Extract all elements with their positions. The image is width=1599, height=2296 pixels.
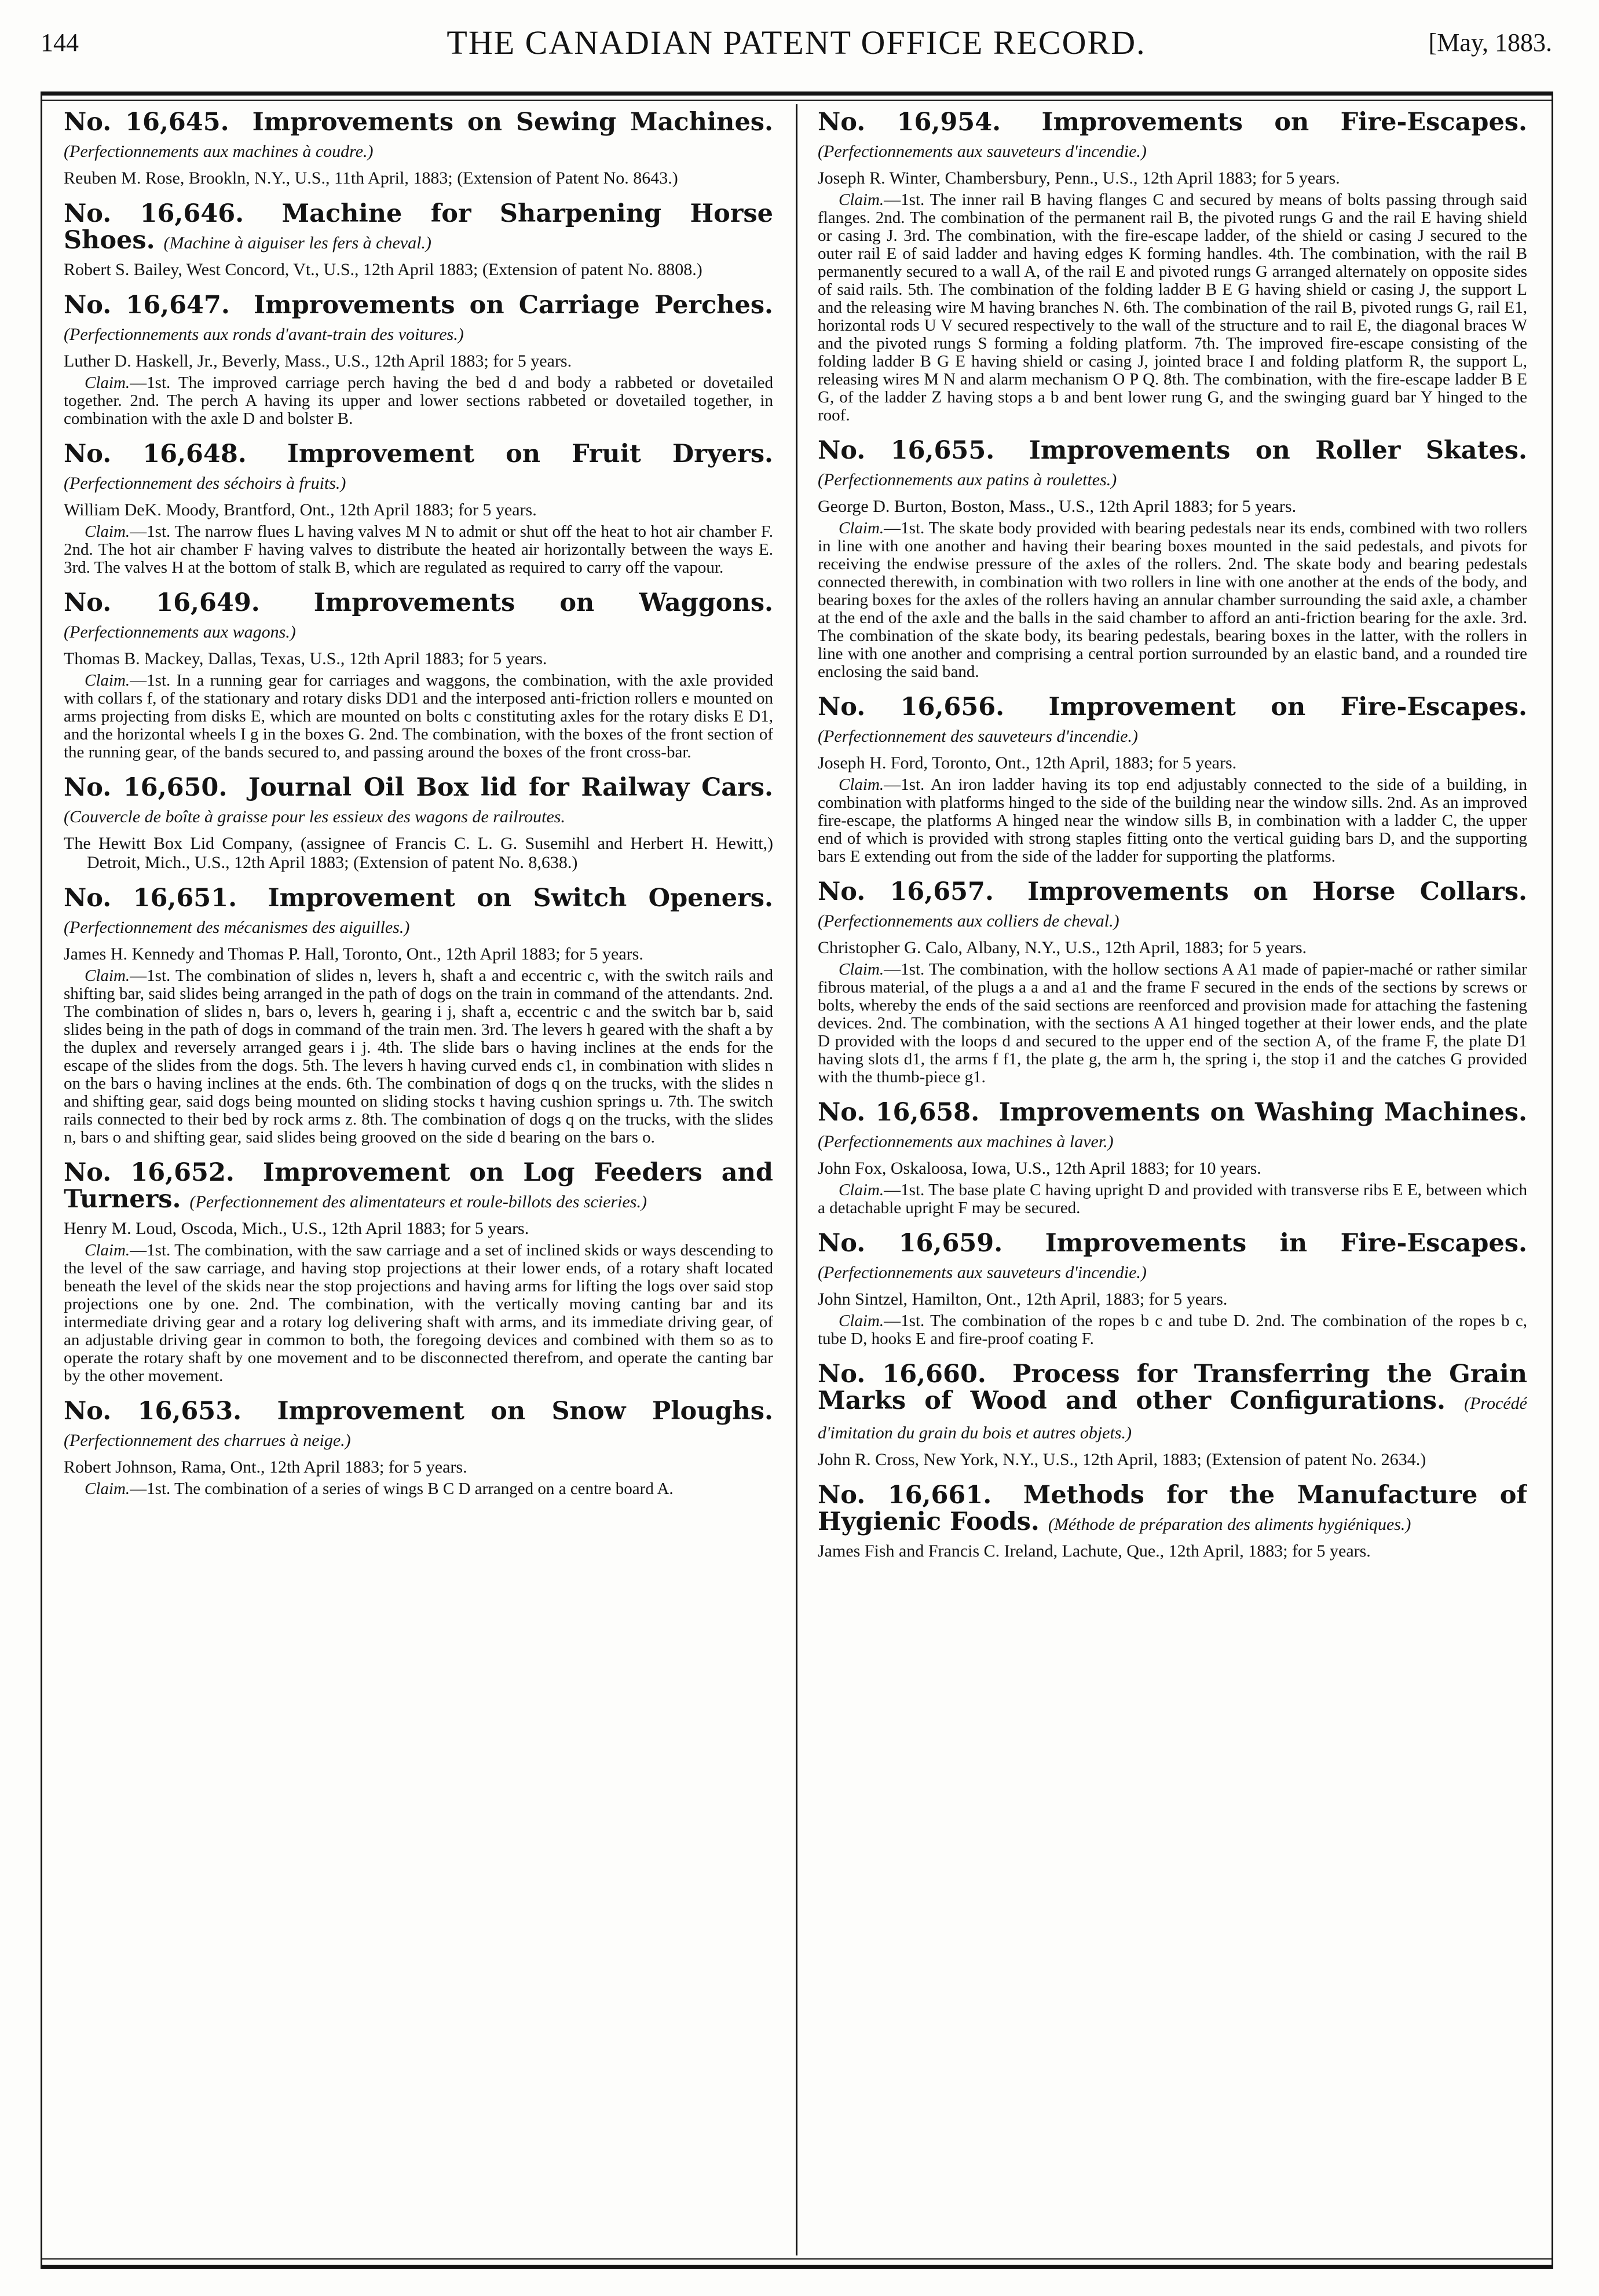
patent-claim (64, 1242, 773, 1385)
patent-number: No. 16,652. (64, 1158, 235, 1187)
claim-text: —1st. An iron ladder having its top end adjustably connected to the side of a building, in combination with platforms hinged to the side of the building near the window sills. 2nd. As an improved fire-escape, the platforms A hinged near the window sills B, in combination with a ladder C, the upper end of which is provided with strong staples fitting onto the vertical guiding bars D, and the supporting bars E extending out from the side of the ladder for supporting the platforms. (818, 775, 1527, 866)
patent-entry (64, 441, 773, 577)
patent-french-title: (Perfectionnements aux patins à roulettes.) (818, 470, 1117, 489)
patent-heading (818, 1230, 1527, 1286)
column-divider (796, 104, 797, 2255)
patent-inventor: Luther D. Haskell, Jr., Beverly, Mass., U.S., 12th April 1883; for 5 years. (64, 351, 572, 371)
claim-text: —1st. The improved carriage perch having the bed d and body a rabbeted or dovetailed together. 2nd. The perch A having its upper and lower sections rabbeted or dovetailed together, in combination with the axle D and bolster B. (64, 373, 773, 428)
patent-number: No. 16,646. (64, 199, 244, 228)
patent-inventor: Robert S. Bailey, West Concord, Vt., U.S., 12th April 1883; (Extension of patent No. 8808.) (64, 260, 702, 279)
claim-text: —1st. The combination, with the hollow sections A A1 made of papier-maché or rather similar fibrous material, of the plugs a a and a1 and the frame F secured in the ends of the sections by screws or bolts, whereby the ends of the said sections are reenforced and provision made for attaching the fastening devices. 2nd. The combination, with the sections A A1 hinged together at their lower ends, and the plate D provided with the loops d and secured to the upper end of the section A, of the frame F, the plate D1 having slots d1, the arms f f1, the plate g, the arm h, the spring i, the stop i1 and the catches G provided with the thumb-piece g1. (818, 960, 1527, 1086)
journal-title: THE CANADIAN PATENT OFFICE RECORD. (447, 24, 1146, 61)
claim-text: —1st. The combination of the ropes b c and tube D. 2nd. The combination of the ropes b c, tube D, hooks E and fire-proof coating F. (818, 1312, 1527, 1348)
patent-heading (64, 1398, 773, 1454)
patent-entry (818, 109, 1527, 424)
claim-text: —1st. In a running gear for carriages and waggons, the combination, with the axle provided with collars f, of the stationary and rotary disks DD1 and the interposed anti-friction rollers e mounted on arms projecting from disks E, which are mounted on bolts c constituting axles for the rotary disks E D1, and the horizontal wheels I g in the boxes G. 2nd. The combination, with the boxes of the front section of the running gear, of the bands secured to, and passing around the boxes of the front cross-bar. (64, 671, 773, 761)
patent-entry (64, 200, 773, 279)
patent-french-title: (Perfectionnements aux wagons.) (64, 622, 296, 642)
claim-label: Claim. (85, 1480, 130, 1498)
frame-rule-top (41, 100, 1553, 101)
patent-entry (818, 694, 1527, 866)
patent-french-title: (Perfectionnements aux machines à laver.) (818, 1132, 1114, 1151)
patent-entry (64, 589, 773, 761)
frame-rule-bottom (41, 2258, 1553, 2260)
claim-label: Claim. (839, 519, 884, 537)
patent-claim (64, 1480, 773, 1498)
patent-heading (818, 1482, 1527, 1538)
patent-inventor: Christopher G. Calo, Albany, N.Y., U.S., 12th April, 1883; for 5 years. (818, 938, 1307, 957)
patent-heading (818, 1361, 1527, 1447)
patent-heading (818, 878, 1527, 935)
patent-inventor: George D. Burton, Boston, Mass., U.S., 12th April 1883; for 5 years. (818, 497, 1297, 516)
patent-title: Methods for the Manufacture of Hygienic Foods. (818, 1481, 1527, 1536)
running-header (41, 17, 1552, 69)
patent-title: Improvements on Fire-Escapes. (1041, 109, 1527, 137)
claim-label: Claim. (85, 966, 130, 985)
patent-title: Improvement on Fruit Dryers. (287, 440, 773, 468)
patent-entry (64, 292, 773, 428)
patent-claim (818, 776, 1527, 866)
patent-title: Improvement on Switch Openers. (268, 884, 773, 913)
patent-heading (64, 1159, 773, 1215)
patent-number: No. 16,648. (64, 440, 247, 468)
claim-text: —1st. The base plate C having upright D and provided with transverse ribs E E, between which a detachable upright F may be secured. (818, 1181, 1527, 1217)
patent-french-title: (Perfectionnements aux sauveteurs d'incendie.) (818, 1263, 1147, 1282)
patent-french-title: (Perfectionnement des mécanismes des aiguilles.) (64, 918, 410, 937)
patent-title: Improvements on Sewing Machines. (252, 109, 773, 137)
patent-inventor: John R. Cross, New York, N.Y., U.S., 12th April, 1883; (Extension of patent No. 2634.) (818, 1450, 1426, 1469)
patent-title: Process for Transferring the Grain Marks of Wood and other Configurations. (818, 1360, 1527, 1415)
patent-french-title: (Procédé d'imitation du grain du bois et autres objets.) (818, 1394, 1527, 1442)
patent-number: No. 16,954. (818, 109, 1001, 137)
patent-claim (818, 519, 1527, 681)
patent-title: Machine for Sharpening Horse Shoes. (64, 199, 773, 255)
patent-claim (64, 374, 773, 428)
patent-inventor: Robert Johnson, Rama, Ont., 12th April 1883; for 5 years. (64, 1458, 467, 1477)
patent-inventor: Joseph R. Winter, Chambersbury, Penn., U.S., 12th April 1883; for 5 years. (818, 169, 1340, 188)
patent-french-title: (Perfectionnements aux ronds d'avant-train des voitures.) (64, 325, 464, 344)
patent-title: Improvements on Waggons. (313, 588, 773, 617)
page-number: 144 (41, 28, 79, 57)
claim-text: —1st. The combination of a series of wings B C D arranged on a centre board A. (130, 1480, 674, 1498)
patent-inventor: William DeK. Moody, Brantford, Ont., 12th April 1883; for 5 years. (64, 500, 537, 519)
patent-heading (64, 589, 773, 646)
patent-entry (818, 1482, 1527, 1561)
patent-entry (64, 1159, 773, 1385)
patent-number: No. 16,645. (64, 109, 229, 137)
patent-french-title: (Perfectionnement des séchoirs à fruits.) (64, 474, 346, 493)
patent-french-title: (Perfectionnements aux machines à coudre.) (64, 142, 374, 161)
patent-number: No. 16,659. (818, 1229, 1003, 1258)
patent-heading (818, 109, 1527, 165)
patent-title: Improvements on Carriage Perches. (253, 291, 773, 320)
claim-label: Claim. (839, 1312, 884, 1330)
patent-heading (818, 1099, 1527, 1155)
patent-number: No. 16,658. (818, 1098, 980, 1127)
patent-title: Improvement on Log Feeders and Turners. (64, 1158, 773, 1214)
claim-text: —1st. The skate body provided with bearing pedestals near its ends, combined with two rollers in line with one another and having their bearing boxes mounted in the said pedestals, and pivots for receiving the endwise pressure of the axles of the rollers. 2nd. The skate body and bearing pedestals connected therewith, in combination with two rollers in line with one another at the ends of the body, and bearing boxes for the axles of the rollers having an annular chamber surrounding the said axle, a chamber at the end of the axle and the balls in the said chamber to afford an anti-friction bearing for the axle. 3rd. The combination of the skate body, its bearing pedestals, bearing boxes in the latter, with the rollers in line with one another and comprising a central portion surrounded by an elastic band, and a rounded tire enclosing the said band. (818, 519, 1527, 681)
patent-french-title: (Perfectionnement des sauveteurs d'incendie.) (818, 727, 1138, 746)
patent-title: Improvements on Roller Skates. (1029, 436, 1527, 465)
patent-french-title: (Couvercle de boîte à graisse pour les essieux des wagons de railroutes. (64, 807, 565, 826)
patent-number: No. 16,650. (64, 773, 228, 802)
patent-french-title: (Perfectionnement des charrues à neige.) (64, 1431, 351, 1450)
patent-french-title: (Perfectionnements aux sauveteurs d'incendie.) (818, 142, 1147, 161)
patent-number: No. 16,660. (818, 1360, 986, 1389)
claim-label: Claim. (839, 1181, 884, 1199)
patent-number: No. 16,656. (818, 693, 1005, 722)
patent-number: No. 16,653. (64, 1397, 242, 1426)
patent-heading (64, 109, 773, 165)
patent-heading (64, 200, 773, 257)
patent-french-title: (Perfectionnements aux colliers de cheval.) (818, 911, 1119, 931)
patent-entry (64, 774, 773, 872)
patent-inventor: John Fox, Oskaloosa, Iowa, U.S., 12th April 1883; for 10 years. (818, 1159, 1261, 1178)
claim-text: —1st. The combination of slides n, levers h, shaft a and eccentric c, with the switch rails and shifting bar, said slides being arranged in the path of dogs on the train in command of the attendants. 2nd. The combination of slides n, bars o, levers h, gearing i j, shaft a, eccentric c and the switch bar b, said slides being in the path of dogs in command of the train men. 3rd. The levers h geared with the shaft a by the duplex and reversely arranged gears i j. 4th. The slide bars o having inclines at the ends for the escape of the slides from the dogs. 5th. The levers h having curved ends c1, in combination with slides n on the bars o having inclines at the ends. 6th. The combination of dogs q on the trucks, with the slides n and shifting gear, said dogs being mounted on sliding stocks t having cushion springs u. 7th. The switch rails connected to their bed by rock arms z. 8th. The combination of dogs q on the trucks, with the slides n, bars o and shifting gear, said slides being grooved on the side d bearing on the bars o. (64, 966, 773, 1147)
patent-number: No. 16,651. (64, 884, 237, 913)
patent-number: No. 16,657. (818, 877, 994, 906)
patent-claim (64, 967, 773, 1147)
patent-title: Improvement on Fire-Escapes. (1048, 693, 1527, 722)
patent-heading (64, 292, 773, 348)
patent-number: No. 16,647. (64, 291, 230, 320)
patent-entry (818, 1230, 1527, 1348)
patent-heading (64, 441, 773, 497)
patent-french-title: (Méthode de préparation des aliments hygiéniques.) (1048, 1515, 1411, 1534)
patent-heading (64, 885, 773, 941)
patent-number: No. 16,655. (818, 436, 995, 465)
claim-text: —1st. The combination, with the saw carriage and a set of inclined skids or ways descending to the level of the saw carriage, and having stop projections at their lower ends, of a rotary shaft located beneath the level of the skids near the stop projections and having arms for lifting the logs over said stop projections one by one. 2nd. The combination, with the vertically moving canting bar and its intermediate driving gear and a rotary log delivering shaft with arms, and its immediate driving gear, of an adjustable driving gear in common to both, the foregoing devices and combined with them so as to operate the rotary shaft by one movement and to be disconnected therefrom, and operate the canting bar by the other movement. (64, 1241, 773, 1385)
patent-entry (818, 437, 1527, 681)
claim-label: Claim. (839, 775, 884, 794)
claim-text: —1st. The narrow flues L having valves M N to admit or shut off the heat to hot air chamber F. 2nd. The hot air chamber F having valves to distribute the heated air horizontally between the ways E. 3rd. The valves H at the bottom of stalk B, which are regulated as required to carry off the vapour. (64, 522, 773, 577)
patent-heading (818, 694, 1527, 750)
claim-label: Claim. (85, 671, 130, 690)
patent-inventor: Reuben M. Rose, Brookln, N.Y., U.S., 11th April, 1883; (Extension of Patent No. 8643.) (64, 169, 678, 188)
patent-claim (818, 1312, 1527, 1348)
patent-entry (64, 109, 773, 188)
patent-entry (818, 1361, 1527, 1469)
patent-inventor: The Hewitt Box Lid Company, (assignee of Francis C. L. G. Susemihl and Herbert H. Hewitt,) Detroit, Mich., U.S., 12th April 1883; (Extension of patent No. 8,638.) (64, 834, 773, 872)
patent-title: Improvements on Horse Collars. (1027, 877, 1527, 906)
patent-french-title: (Machine à aiguiser les fers à cheval.) (163, 233, 431, 252)
patent-claim (818, 1181, 1527, 1217)
patent-entry (818, 1099, 1527, 1217)
patent-heading (818, 437, 1527, 493)
patent-title: Improvements in Fire-Escapes. (1045, 1229, 1527, 1258)
patent-claim (818, 191, 1527, 424)
patent-claim (818, 961, 1527, 1086)
patent-title: Improvements on Washing Machines. (998, 1098, 1527, 1127)
claim-label: Claim. (85, 373, 130, 392)
claim-label: Claim. (85, 1241, 130, 1259)
patent-entry (64, 1398, 773, 1498)
patent-number: No. 16,661. (818, 1481, 992, 1510)
patent-entry (818, 878, 1527, 1086)
patent-title: Journal Oil Box lid for Railway Cars. (248, 773, 773, 802)
patent-inventor: Joseph H. Ford, Toronto, Ont., 12th April, 1883; for 5 years. (818, 753, 1237, 772)
claim-text: —1st. The inner rail B having flanges C and secured by means of bolts passing through said flanges. 2nd. The combination of the permanent rail B, the pivoted rungs G and the rail E having shield or casing J. 3rd. The combination, with the fire-escape ladder, of the shield or casing J secured to the outer rail E of said ladder and having edges K forming handles. 4th. The combination, with the rail B permanently secured to a wall A, of the rail E and pivoted rungs G arranged alternately on opposite sides of said rails. 5th. The combination of the folding ladder B E G having shield or casing J, the support L and the releasing wire M having branches N. 6th. The combination of the rail B, pivoted rungs G, rail E1, horizontal rods U V secured respectively to the wall of the structure and to rail E, the diagonal braces W and the pivoted rungs S forming a folding platform. 7th. The improved fire-escape consisting of the folding ladder B G E having shield or casing J, jointed brace I and folding platform R, the support L, releasing wires M N and alarm mechanism O P Q. 8th. The combination, with the fire-escape ladder B E G, of the ladder Z having stops a b and bent lower rung G, and the swinging guard bar Y hinged to the roof. (818, 191, 1527, 424)
claim-label: Claim. (85, 522, 130, 541)
patent-heading (64, 774, 773, 830)
patent-inventor: Henry M. Loud, Oscoda, Mich., U.S., 12th April 1883; for 5 years. (64, 1219, 529, 1238)
patent-claim (64, 523, 773, 577)
patent-claim (64, 672, 773, 761)
patent-title: Improvement on Snow Ploughs. (277, 1397, 773, 1426)
patent-number: No. 16,649. (64, 588, 260, 617)
patent-entry (64, 885, 773, 1147)
issue-date: [May, 1883. (1428, 28, 1552, 57)
claim-label: Claim. (839, 191, 884, 209)
patent-inventor: James Fish and Francis C. Ireland, Lachute, Que., 12th April, 1883; for 5 years. (818, 1541, 1371, 1561)
claim-label: Claim. (839, 960, 884, 979)
patent-french-title: (Perfectionnement des alimentateurs et roule-billots des scieries.) (189, 1192, 647, 1211)
patent-inventor: John Sintzel, Hamilton, Ont., 12th April, 1883; for 5 years. (818, 1290, 1228, 1309)
patent-inventor: James H. Kennedy and Thomas P. Hall, Toronto, Ont., 12th April 1883; for 5 years. (64, 944, 643, 964)
patent-inventor: Thomas B. Mackey, Dallas, Texas, U.S., 12th April 1883; for 5 years. (64, 649, 547, 668)
left-column (64, 109, 773, 2251)
right-column (818, 109, 1527, 2251)
